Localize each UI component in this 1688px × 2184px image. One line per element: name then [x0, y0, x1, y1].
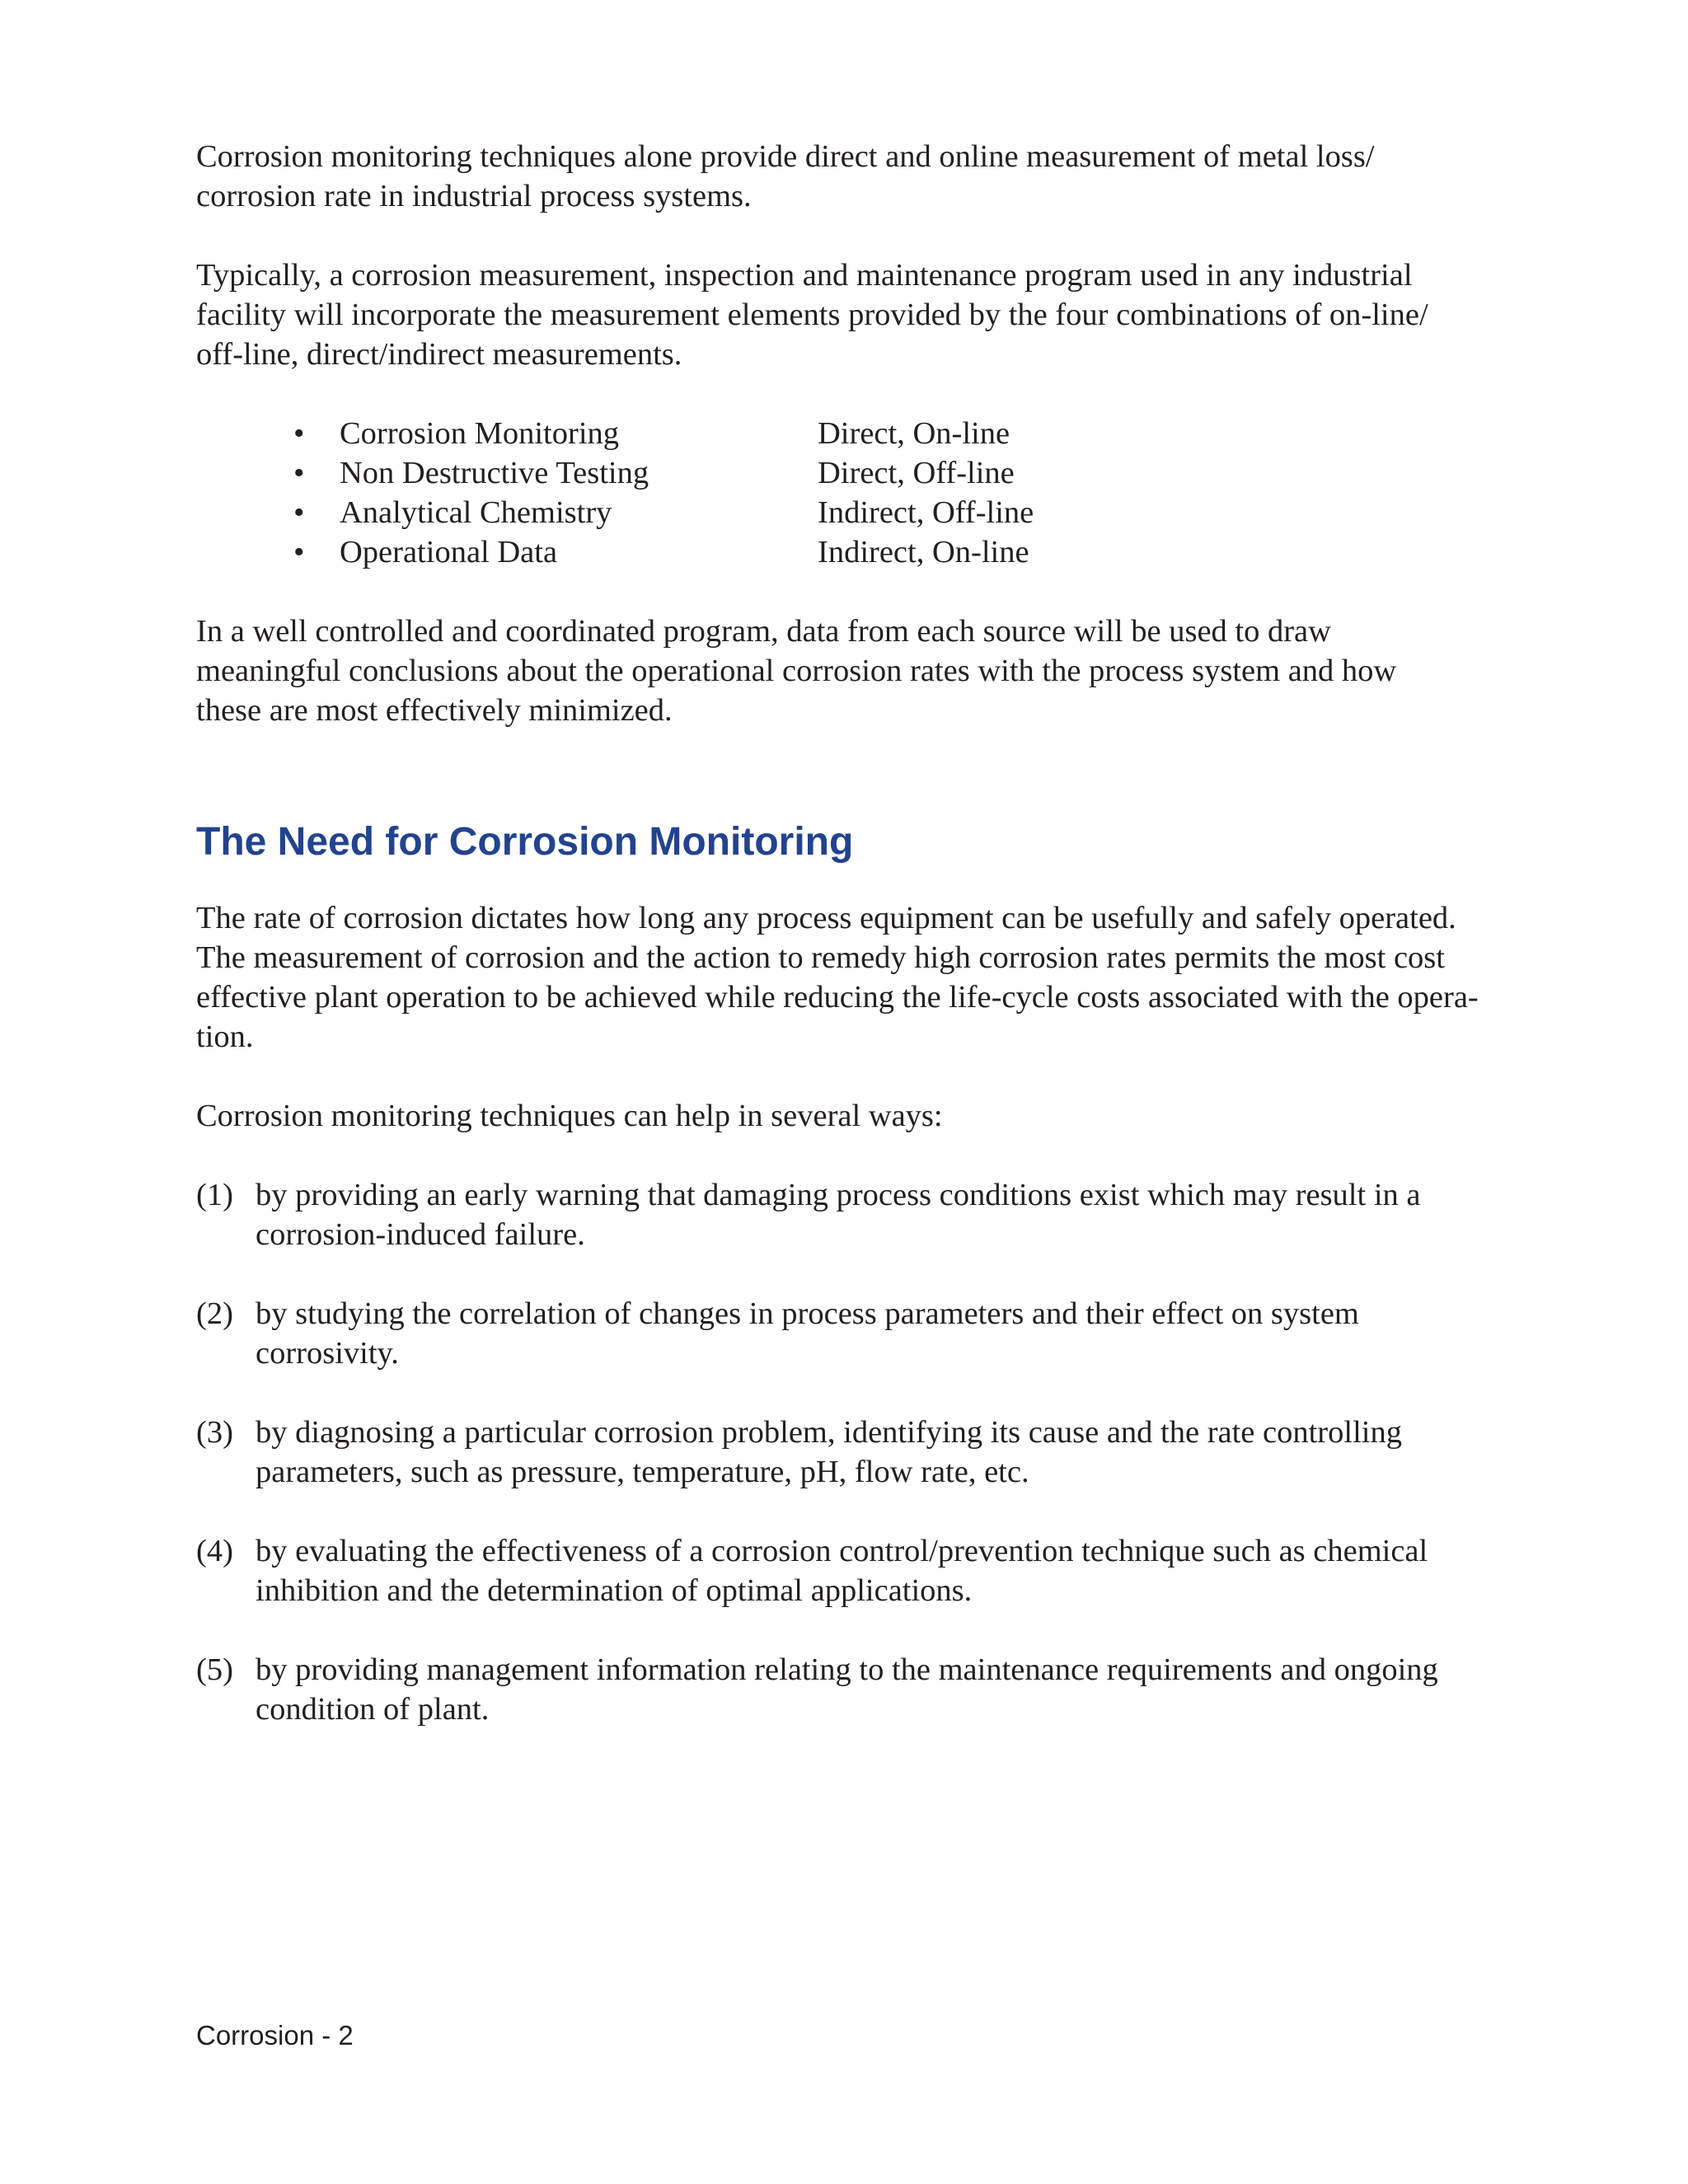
measurement-type: Direct, On-line [818, 416, 1010, 451]
bullet-icon: • [293, 535, 305, 569]
text-line: by providing an early warning that damaging process conditions exist which may result in a [256, 1178, 1421, 1212]
text-line: parameters, such as pressure, temperature, pH, flow rate, etc. [256, 1455, 1029, 1489]
bullet-icon: • [293, 416, 305, 451]
item-number: (2) [196, 1296, 233, 1331]
list-item [196, 1175, 1531, 1254]
measurement-name: Non Destructive Testing [340, 456, 649, 490]
list-item [196, 1413, 1531, 1492]
list-item [196, 453, 1531, 493]
text-line: Typically, a corrosion measurement, inspection and maintenance program used in any industrial [196, 258, 1413, 293]
page-footer: Corrosion - 2 [196, 2020, 354, 2050]
bullet-icon: • [293, 456, 305, 490]
text-line: by diagnosing a particular corrosion problem, identifying its cause and the rate controlling [256, 1415, 1402, 1450]
text-line: meaningful conclusions about the operational corrosion rates with the process system and how [196, 654, 1397, 688]
measurement-types-list [196, 414, 1531, 572]
text-line: corrosion-induced failure. [256, 1217, 585, 1252]
measurement-type: Indirect, Off-line [818, 495, 1034, 530]
text-line: inhibition and the determination of optimal applications. [256, 1573, 973, 1608]
list-item [196, 1531, 1531, 1610]
text-line: by evaluating the effectiveness of a corrosion control/prevention technique such as chemical [256, 1534, 1428, 1568]
section-paragraph-1 [196, 898, 1531, 1057]
document-page [196, 137, 1531, 1769]
measurement-name: Analytical Chemistry [340, 495, 612, 530]
text-line: tion. [196, 1019, 254, 1054]
item-number: (5) [196, 1652, 233, 1687]
item-number: (1) [196, 1178, 233, 1212]
text-line: off-line, direct/indirect measurements. [196, 337, 682, 372]
list-item [196, 414, 1531, 453]
list-item [196, 493, 1531, 532]
text-line: these are most effectively minimized. [196, 693, 673, 728]
text-line: by studying the correlation of changes in process parameters and their effect on system [256, 1296, 1359, 1331]
text-line: effective plant operation to be achieved while reducing the life-cycle costs associated with the opera- [196, 980, 1479, 1015]
text-line: The measurement of corrosion and the action to remedy high corrosion rates permits the most cost [196, 940, 1445, 975]
measurement-name: Operational Data [340, 535, 558, 569]
program-paragraph [196, 612, 1531, 730]
section-paragraph-2 [196, 1096, 1531, 1136]
text-line: condition of plant. [256, 1692, 490, 1727]
text-line: Corrosion monitoring techniques can help in several ways: [196, 1099, 943, 1133]
intro-paragraph-1 [196, 137, 1531, 216]
measurement-name: Corrosion Monitoring [340, 416, 620, 451]
item-number: (3) [196, 1415, 233, 1450]
measurement-type: Indirect, On-line [818, 535, 1029, 569]
text-line: corrosion rate in industrial process systems. [196, 179, 752, 213]
text-line: The rate of corrosion dictates how long any process equipment can be usefully and safely operated. [196, 901, 1456, 935]
measurement-type: Direct, Off-line [818, 456, 1015, 490]
list-item [196, 1650, 1531, 1729]
intro-paragraph-2 [196, 255, 1531, 374]
text-line: Corrosion monitoring techniques alone provide direct and online measurement of metal loss/ [196, 139, 1375, 174]
bullet-icon: • [293, 495, 305, 530]
text-line: In a well controlled and coordinated program, data from each source will be used to draw [196, 614, 1331, 649]
section-heading: The Need for Corrosion Monitoring [196, 820, 854, 864]
ways-list [196, 1175, 1531, 1729]
text-line: corrosivity. [256, 1336, 399, 1371]
text-line: by providing management information relating to the maintenance requirements and ongoing [256, 1652, 1438, 1687]
text-line: facility will incorporate the measurement elements provided by the four combinations of on-line/ [196, 298, 1428, 332]
item-number: (4) [196, 1534, 233, 1568]
list-item [196, 532, 1531, 572]
list-item [196, 1294, 1531, 1373]
